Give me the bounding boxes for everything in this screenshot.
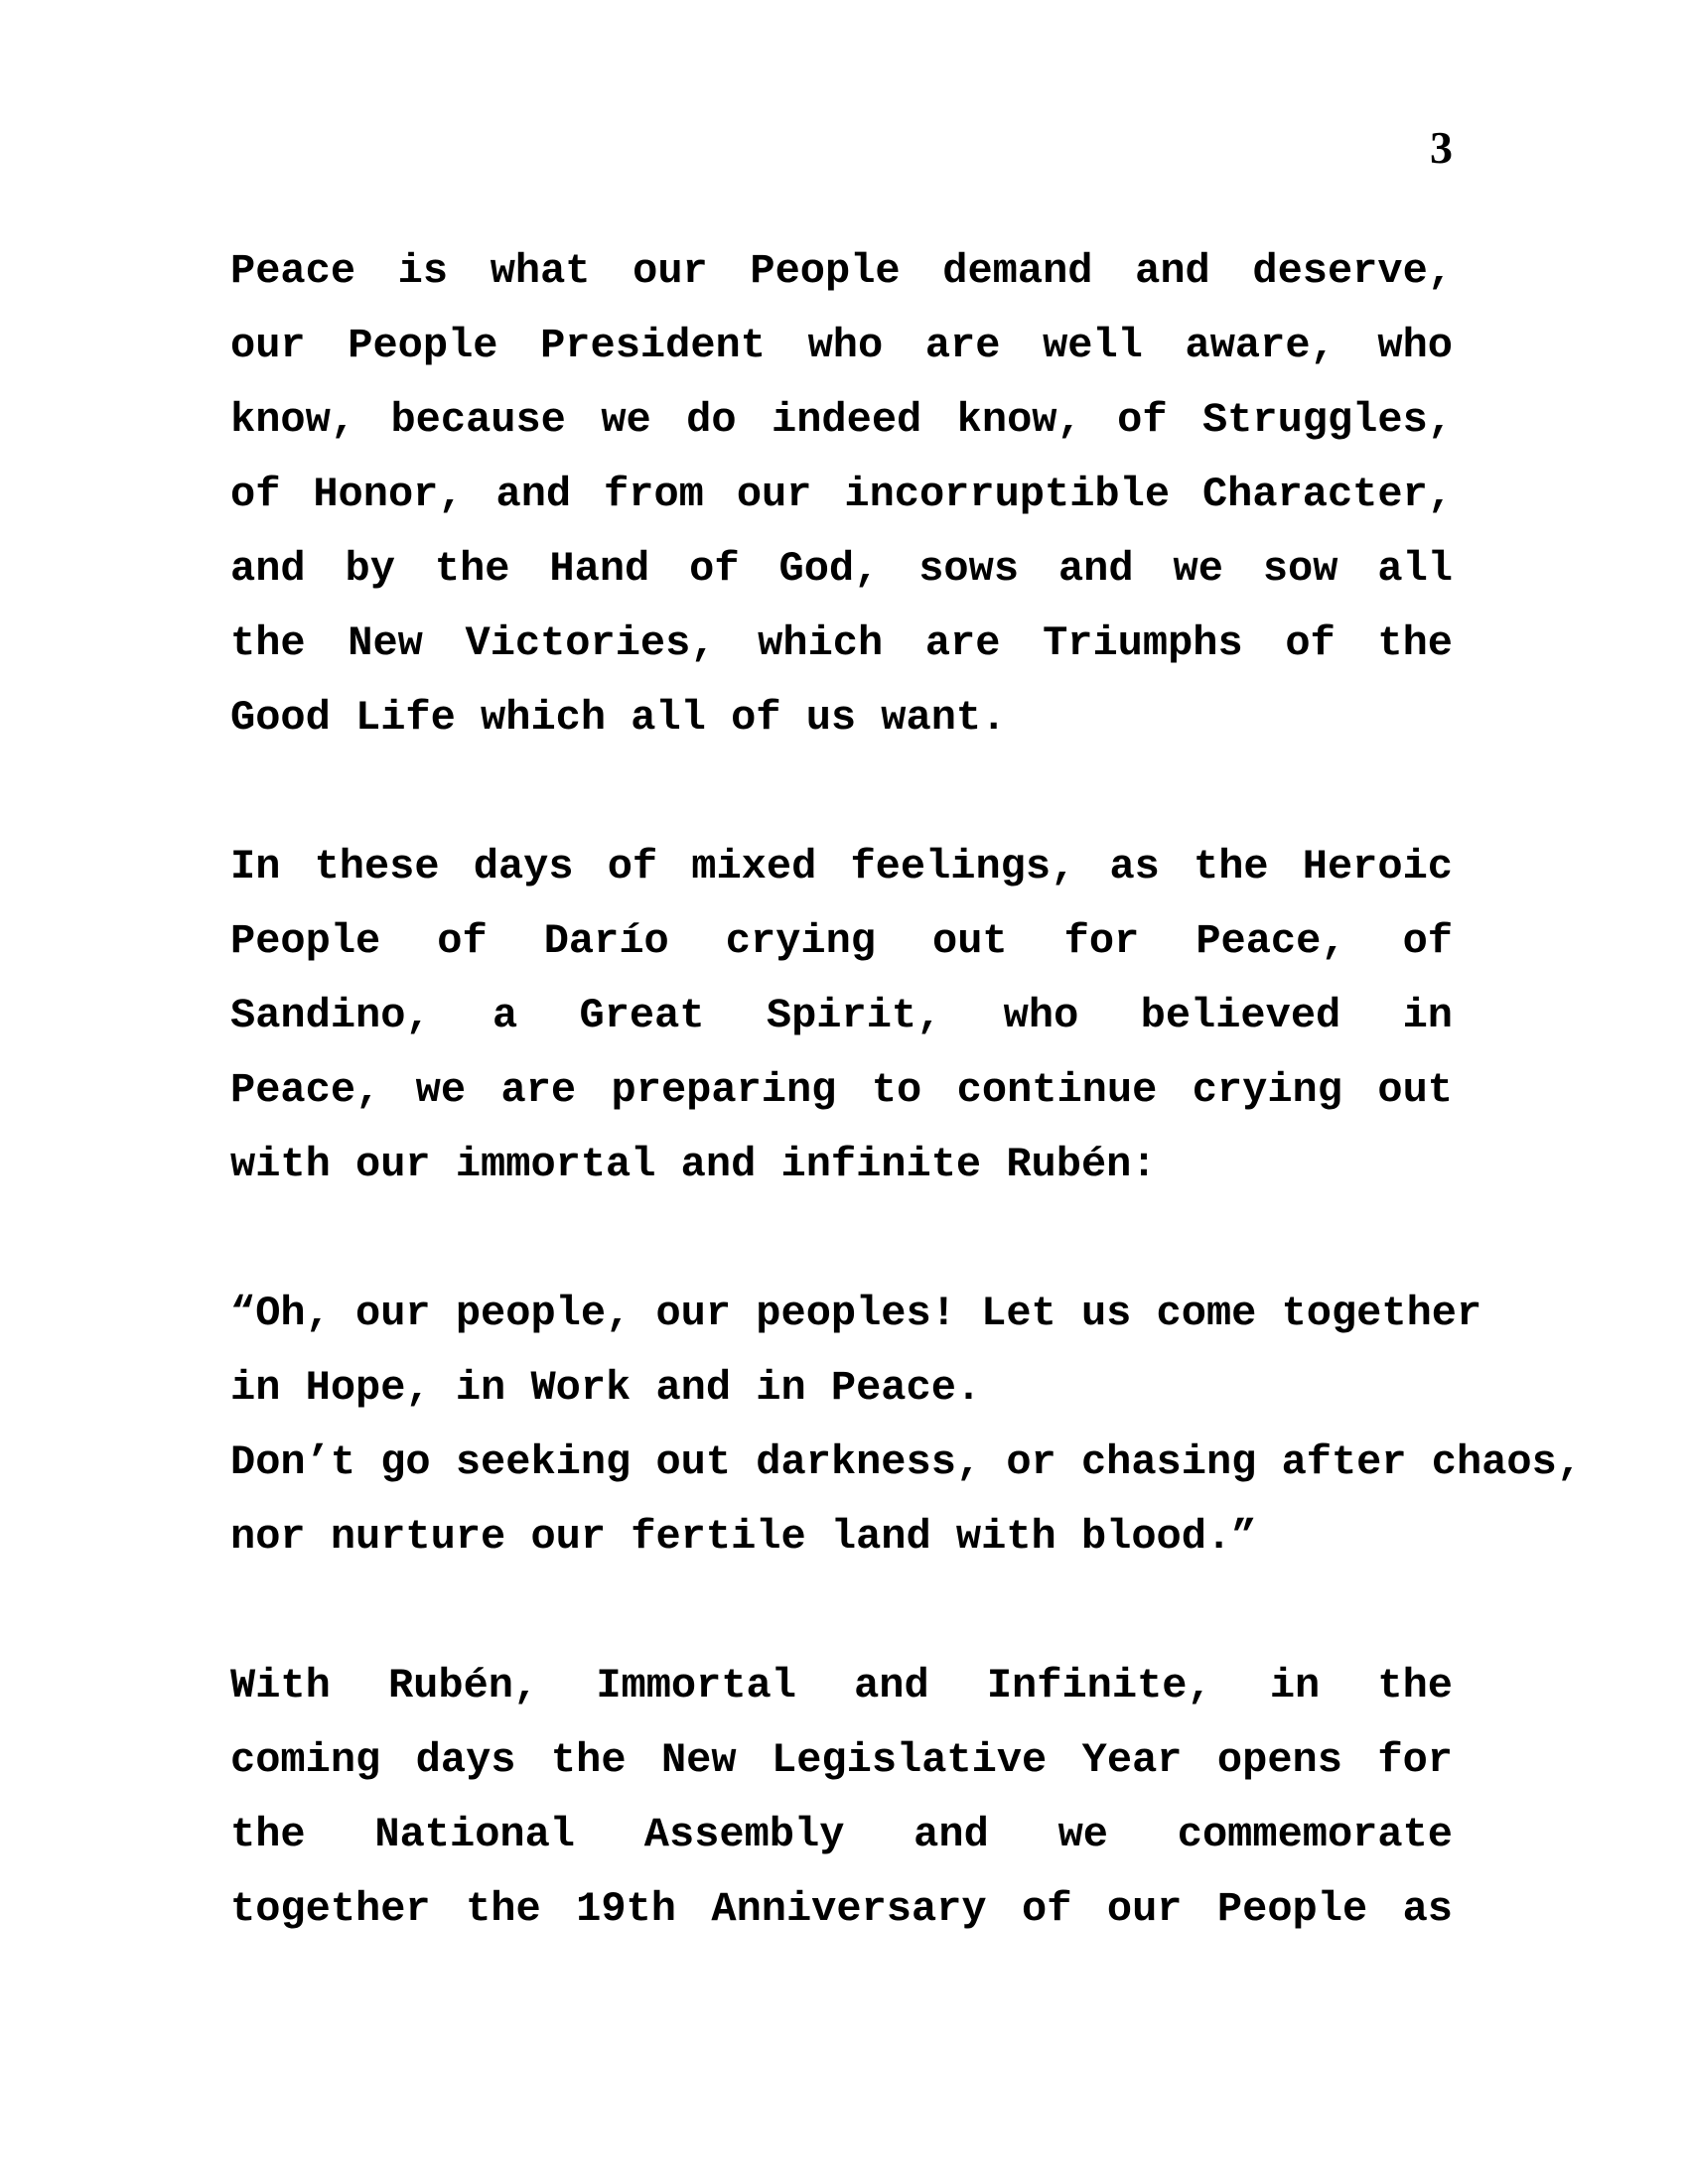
page-number: 3 (1430, 122, 1453, 173)
text-line: With Rubén, Immortal and Infinite, in the (230, 1662, 1453, 1709)
text-line: the National Assembly and we commemorate (230, 1811, 1453, 1858)
text-line: together the 19th Anniversary of our People as (230, 1885, 1453, 1933)
text-line: coming days the New Legislative Year opens for (230, 1736, 1453, 1784)
paragraph (230, 234, 1453, 755)
text-line: nor nurture our fertile land with blood.” (230, 1513, 1257, 1561)
text-line: with our immortal and infinite Rubén: (230, 1141, 1157, 1188)
text-line: Peace is what our People demand and deserve, (230, 247, 1453, 295)
text-line: the New Victories, which are Triumphs of the (230, 619, 1453, 667)
paragraph (230, 1649, 1453, 1947)
text-line: know, because we do indeed know, of Struggles, (230, 396, 1453, 444)
document-text-column (230, 234, 1583, 1947)
text-line: Peace, we are preparing to continue crying out (230, 1066, 1453, 1114)
text-line: our People President who are well aware, who (230, 322, 1453, 369)
text-line: of Honor, and from our incorruptible Character, (230, 471, 1453, 518)
text-line: and by the Hand of God, sows and we sow all (230, 545, 1453, 593)
text-line: Don’t go seeking out darkness, or chasing after chaos, (230, 1438, 1583, 1486)
text-line: in Hope, in Work and in Peace. (230, 1364, 982, 1412)
paragraph (230, 1277, 1583, 1574)
text-line: In these days of mixed feelings, as the Heroic (230, 843, 1453, 890)
text-line: Good Life which all of us want. (230, 694, 1007, 742)
paragraph (230, 830, 1453, 1202)
text-line: “Oh, our people, our peoples! Let us come together (230, 1290, 1482, 1337)
text-line: Sandino, a Great Spirit, who believed in (230, 992, 1453, 1039)
text-line: People of Darío crying out for Peace, of (230, 917, 1453, 965)
